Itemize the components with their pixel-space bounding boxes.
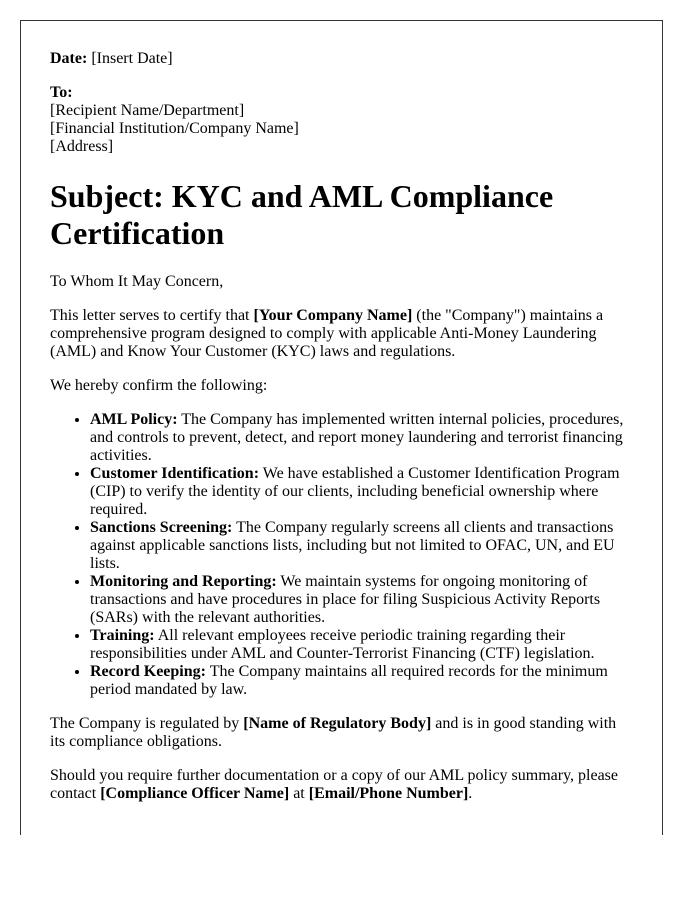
contact-text: Should you require further documentation or a copy of our AML policy summary, please contact [50,767,619,802]
recipient-block [50,84,633,156]
item-text: We have established a Customer Identification Program (CIP) to verify the identity of our clients, including beneficial ownership where required. [90,465,620,518]
date-line [50,50,633,68]
regulatory-body-placeholder: [Name of Regulatory Body] [243,715,432,732]
list-item [90,519,633,573]
item-title: Sanctions Screening: [90,519,233,536]
intro-paragraph [50,307,633,361]
item-text: The Company maintains all required records for the minimum period mandated by law. [90,663,608,698]
item-text: The Company has implemented written internal policies, procedures, and controls to prevent, detect, and report money laundering and terrorist financing activities. [90,411,624,464]
confirm-paragraph: We hereby confirm the following: [50,377,268,394]
regulation-paragraph [50,715,633,751]
recipient-name: [Recipient Name/Department] [50,102,245,119]
list-item [90,465,633,519]
date-label: Date: [50,50,88,67]
item-text: We maintain systems for ongoing monitoring of transactions and have procedures in place for filing Suspicious Activity Reports (SARs) with the relevant authorities. [90,573,601,626]
officer-name-placeholder: [Compliance Officer Name] [100,785,290,802]
list-item [90,627,633,663]
item-title: Customer Identification: [90,465,260,482]
contact-text-end: . [468,785,473,802]
contact-paragraph [50,767,633,803]
to-label: To: [50,84,73,101]
salutation: To Whom It May Concern, [50,273,224,290]
subject-heading: Subject: KYC and AML Compliance Certification [50,177,554,251]
recipient-institution: [Financial Institution/Company Name] [50,120,299,137]
date-value: [Insert Date] [91,50,173,67]
item-title: Record Keeping: [90,663,206,680]
list-item [90,411,633,465]
contact-info-placeholder: [Email/Phone Number] [308,785,469,802]
contact-text-mid: at [289,785,309,802]
intro-text: This letter serves to certify that [50,307,254,324]
item-text: All relevant employees receive periodic training regarding their responsibilities under AML and Counter-Terrorist Financing (CTF) legislation. [90,627,595,662]
list-item [90,573,633,627]
regulation-text-rest: and is in good standing with its compliance obligations. [50,715,617,750]
company-name-placeholder: [Your Company Name] [253,307,413,324]
recipient-address: [Address] [50,138,114,155]
intro-text-rest: (the "Company") maintains a comprehensive program designed to comply with applicable Anti-Money Laundering (AML) and Know Your Customer (KYC) laws and regulations. [50,307,604,360]
item-text: The Company regularly screens all clients and transactions against applicable sanctions lists, including but not limited to OFAC, UN, and EU lists. [90,519,615,572]
letter-document [20,20,663,835]
list-item [90,663,633,699]
item-title: AML Policy: [90,411,178,428]
compliance-list [50,411,633,699]
item-title: Training: [90,627,155,644]
regulation-text: The Company is regulated by [50,715,244,732]
item-title: Monitoring and Reporting: [90,573,277,590]
